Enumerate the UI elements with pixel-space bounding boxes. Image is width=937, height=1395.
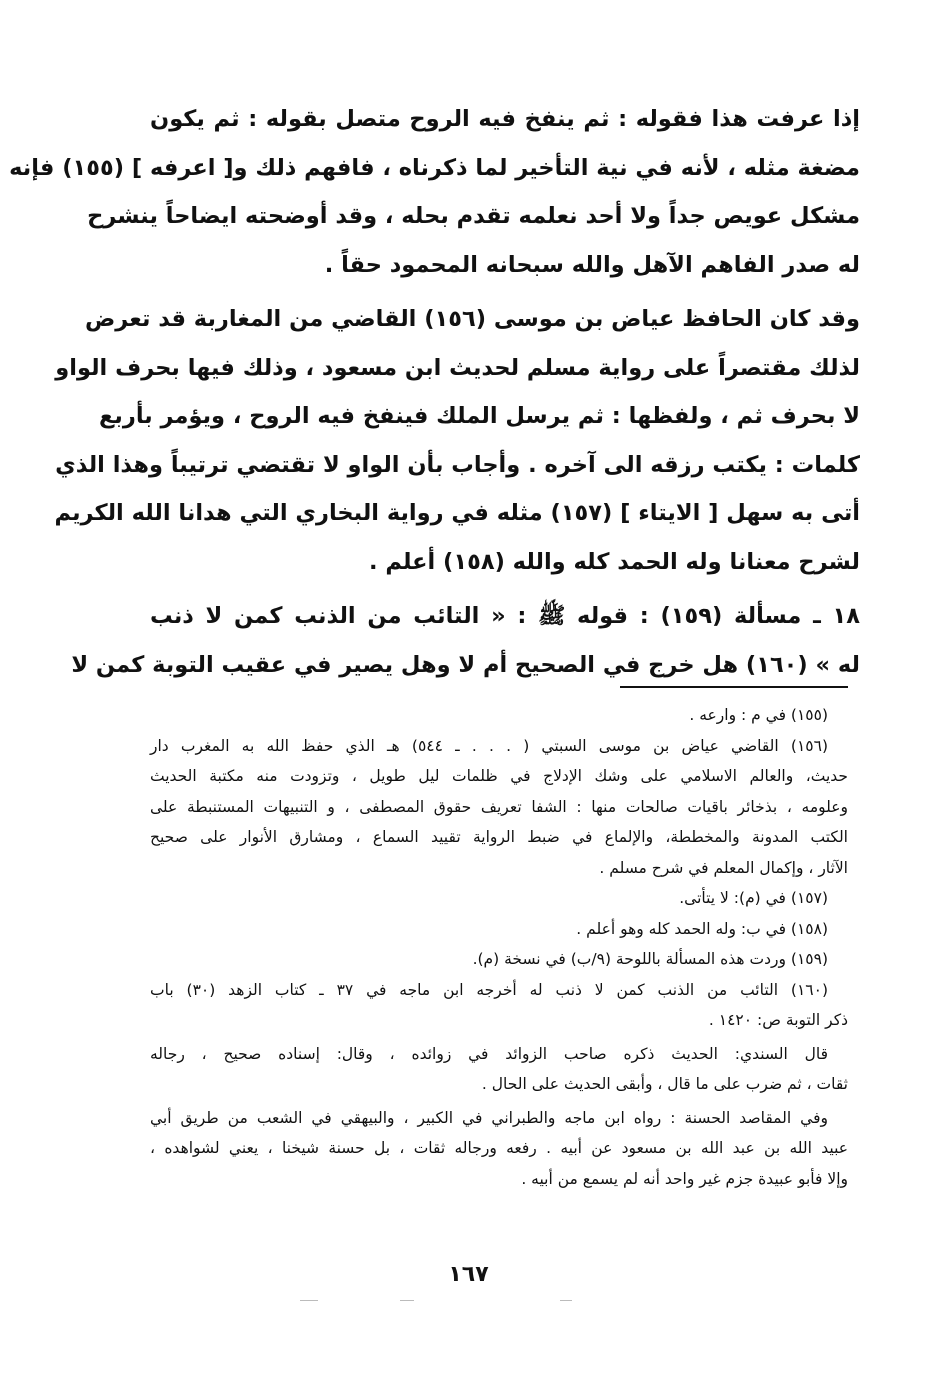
footnote-157 xyxy=(150,883,848,914)
footnote-line: وفي المقاصد الحسنة : رواه ابن ماجه والطبراني في الكبير ، والبيهقي في الشعب من طريق أبي xyxy=(150,1108,828,1127)
text-line: وقد كان الحافظ عياض بن موسى (١٥٦) القاضي من المغاربة قد تعرض xyxy=(84,306,860,332)
main-text xyxy=(9,95,860,689)
scan-mark xyxy=(560,1300,572,1301)
footnotes xyxy=(150,700,848,1194)
text-line: لشرح معنانا وله الحمد كله والله (١٥٨) أعلم . xyxy=(368,548,860,575)
footnote-sindi xyxy=(150,1039,848,1100)
footnote-line: (١٥٥) في م : وارعه . xyxy=(689,706,828,724)
paragraph-1 xyxy=(9,95,860,289)
text-line: إذا عرفت هذا فقوله : ثم ينفخ فيه الروح متصل بقوله : ثم يكون xyxy=(150,106,860,132)
text-line: مضغة مثله ، لأنه في نية التأخير لما ذكرناه ، فافهم ذلك و[ اعرفه ] (١٥٥) فإنه xyxy=(9,154,860,181)
page-number: ١٦٧ xyxy=(448,1262,489,1287)
text-line: له صدر الفاهم الآهل والله سبحانه المحمود حقاً . xyxy=(324,251,860,278)
footnote-line: عبيد الله بن عبد الله بن مسعود عن أبيه . رفعه ورجاله ثقات ، بل حسنة شيخنا ، يعني لشواهده ، xyxy=(150,1139,848,1157)
footnote-separator xyxy=(620,686,848,688)
text-line: لذلك مقتصراً على رواية مسلم لحديث ابن مسعود ، وذلك فيها بحرف الواو xyxy=(55,354,860,381)
paragraph-3 xyxy=(71,592,860,689)
footnote-line: (١٥٩) وردت هذه المسألة باللوحة (٩/ب) في نسخة (م). xyxy=(472,950,828,968)
paragraph-2 xyxy=(54,295,860,586)
text-line: ١٨ ـ مسألة (١٥٩) : قوله ﷺ : « التائب من الذنب كمن لا ذنب xyxy=(150,603,860,629)
footnote-line: الكتب المدونة والمخططة، والإلماع في ضبط الرواية تقييد السماع ، ومشارق الأنوار على صحيح xyxy=(150,828,848,846)
scan-mark xyxy=(300,1300,318,1301)
footnote-line: (١٥٦) القاضي عياض بن موسى السبتي ( . . . ـ ٥٤٤) هـ الذي حفظ الله به المغرب دار xyxy=(150,736,828,755)
text-line: كلمات : يكتب رزقه الى آخره . وأجاب بأن الواو لا تقتضي ترتيباً وهذا الذي xyxy=(55,451,860,478)
footnote-line: (١٥٨) في ب: وله الحمد كله وهو أعلم . xyxy=(576,919,828,938)
footnote-line: (١٦٠) التائب من الذنب كمن لا ذنب له أخرجه ابن ماجه في ٣٧ ـ كتاب الزهد (٣٠) باب xyxy=(150,980,828,999)
text-line: أتى به سهل [ الايتاء ] (١٥٧) مثله في رواية البخاري التي هدانا الله الكريم xyxy=(54,500,860,526)
footnote-155 xyxy=(150,700,848,731)
footnote-159 xyxy=(150,944,848,975)
footnote-line: (١٥٧) في (م): لا يتأتى. xyxy=(679,889,828,907)
footnote-line: حديث، والعالم الاسلامي على وشك الإدلاج في ظلمات ليل طويل ، وتزودت منه مكتبة الحديث xyxy=(150,767,848,785)
footnote-line: ذكر التوبة ص: ١٤٢٠ . xyxy=(708,1011,848,1029)
footnote-line: وعلومه ، بذخائر باقيات صالحات منها : الشفا تعريف حقوق المصطفى ، و التنبيهات المستنبطة على xyxy=(150,797,848,816)
footnote-158 xyxy=(150,914,848,945)
footnote-line: الآثار ، وإكمال المعلم في شرح مسلم . xyxy=(599,858,848,877)
text-line: له » (١٦٠) هل خرج في الصحيح أم لا وهل يصير في عقيب التوبة كمن لا xyxy=(71,651,860,678)
text-line: لا بحرف ثم ، ولفظها : ثم يرسل الملك فينفخ فيه الروح ، ويؤمر بأربع xyxy=(99,403,860,429)
scan-mark xyxy=(400,1300,414,1301)
footnote-line: ثقات ، ثم ضرب على ما قال ، وأبقى الحديث على الحال . xyxy=(481,1075,848,1093)
footnote-156 xyxy=(150,731,848,884)
text-line: مشكل عويص جداً ولا أحد نعلمه تقدم بحله ، وقد أوضحته ايضاحاً ينشرح xyxy=(87,203,860,229)
footnote-160 xyxy=(150,975,848,1036)
footnote-line: قال السندي: الحديث ذكره صاحب الزوائد في زوائده ، وقال: إسناده صحيح ، رجاله xyxy=(150,1044,828,1063)
footnote-line: وإلا فأبو عبيدة جزم غير واحد أنه لم يسمع من أبيه . xyxy=(521,1169,848,1188)
footnote-maqasid xyxy=(150,1103,848,1195)
